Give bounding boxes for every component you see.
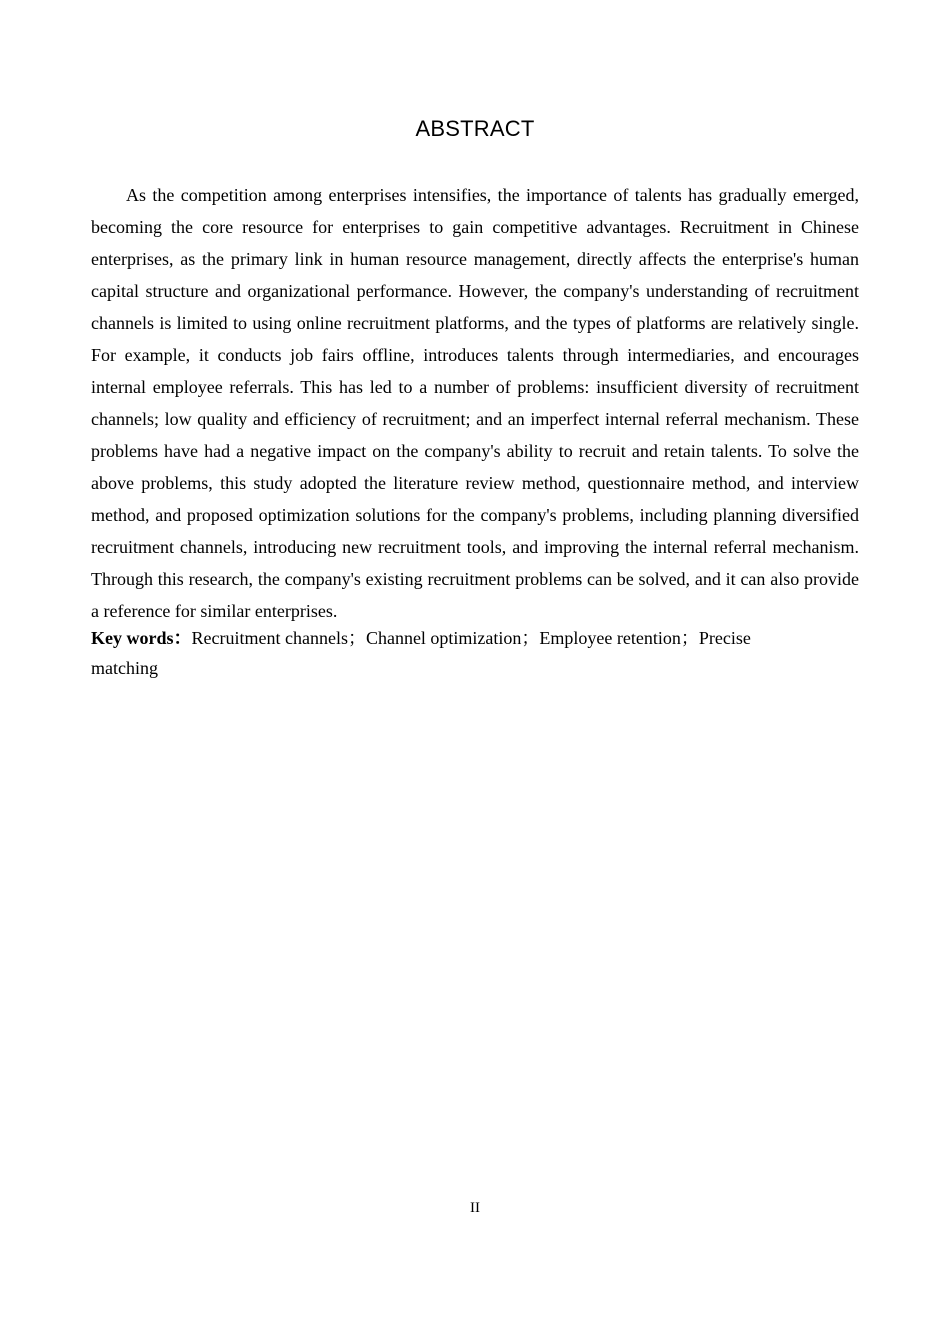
page-number: II xyxy=(470,1200,480,1216)
abstract-body: As the competition among enterprises intensifies, the importance of talents has gradually emerged, becoming the core resource for enterprises to gain competitive advantages. Recruitment in Chinese enterprises, as the primary link in human resource management, directly affects the enterprise's human capital structure and organizational performance. However, the company's understanding of recruitment channels is limited to using online recruitment platforms, and the types of platforms are relatively single. For example, it conducts job fairs offline, introduces talents through intermediaries, and encourages internal employee referrals. This has led to a number of problems: insufficient diversity of recruitment channels; low quality and efficiency of recruitment; and an imperfect internal referral mechanism. These problems have had a negative impact on the company's ability to recruit and retain talents. To solve the above problems, this study adopted the literature review method, questionnaire method, and interview method, and proposed optimization solutions for the company's problems, including planning diversified recruitment channels, introducing new recruitment tools, and improving the internal referral mechanism. Through this research, the company's existing recruitment problems can be solved, and it can also provide a reference for similar enterprises. xyxy=(91,185,859,621)
keywords-line xyxy=(91,623,811,683)
keywords-text: Recruitment channels；Channel optimization；Employee retention；Precise matching xyxy=(91,628,751,678)
keywords-label: Key words： xyxy=(91,628,192,648)
abstract-title: ABSTRACT xyxy=(415,116,535,141)
